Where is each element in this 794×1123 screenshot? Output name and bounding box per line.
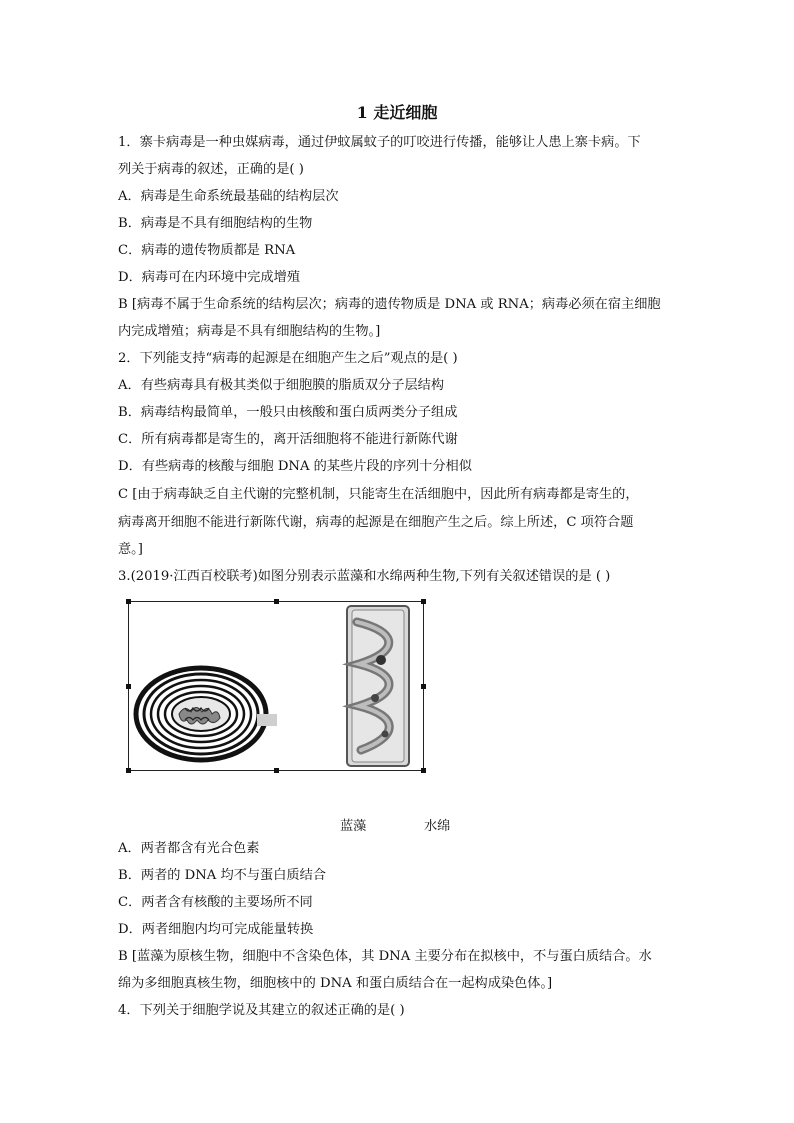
q2-option-c: C．所有病毒都是寄生的，离开活细胞将不能进行新陈代谢 <box>118 432 458 447</box>
resize-handle[interactable] <box>421 768 426 773</box>
cell-illustration <box>129 602 425 772</box>
figure-frame[interactable] <box>128 601 424 771</box>
q3-option-d: D．两者细胞内均可完成能量转换 <box>118 922 314 937</box>
q1-option-a: A．病毒是生命系统最基础的结构层次 <box>118 189 339 204</box>
q1-answer-line1: B [病毒不属于生命系统的结构层次；病毒的遗传物质是 DNA 或 RNA；病毒必须在宿主细胞 <box>118 297 661 312</box>
cyanobacteria-drawing <box>136 668 266 760</box>
q1-option-b: B．病毒是不具有细胞结构的生物 <box>118 216 313 231</box>
page-title: 1 走近细胞 <box>356 103 438 122</box>
q1-option-c: C．病毒的遗传物质都是 RNA <box>118 243 296 258</box>
resize-handle[interactable] <box>421 599 426 604</box>
q2-option-d: D．有些病毒的核酸与细胞 DNA 的某些片段的序列十分相似 <box>118 459 472 474</box>
q1-option-d: D．病毒可在内环境中完成增殖 <box>118 270 301 285</box>
resize-handle[interactable] <box>126 599 131 604</box>
resize-handle[interactable] <box>274 768 279 773</box>
q1-answer-line2: 内完成增殖；病毒是不具有细胞结构的生物。] <box>118 324 381 339</box>
q3-answer-line1: B [蓝藻为原核生物，细胞中不含染色体，其 DNA 主要分布在拟核中，不与蛋白质结合。水 <box>118 949 652 964</box>
q1-stem-line1: 1．寨卡病毒是一种虫媒病毒，通过伊蚊属蚊子的叮咬进行传播，能够让人患上寨卡病。下 <box>118 135 641 150</box>
q4-stem: 4．下列关于细胞学说及其建立的叙述正确的是( ) <box>118 1003 405 1018</box>
q3-option-c: C．两者含有核酸的主要场所不同 <box>118 895 313 910</box>
spirogyra-drawing <box>347 606 409 766</box>
q2-answer-line2: 病毒离开细胞不能进行新陈代谢，病毒的起源是在细胞产生之后。综上所述，C 项符合题 <box>118 515 634 530</box>
q2-option-a: A．有些病毒具有极其类似于细胞膜的脂质双分子层结构 <box>118 378 445 393</box>
q3-option-b: B．两者的 DNA 均不与蛋白质结合 <box>118 868 326 883</box>
figure-caption-left: 蓝藻 <box>340 819 367 834</box>
q2-answer-line1: C [由于病毒缺乏自主代谢的完整机制，只能寄生在活细胞中，因此所有病毒都是寄生的， <box>118 487 639 502</box>
resize-handle[interactable] <box>274 599 279 604</box>
resize-handle[interactable] <box>126 768 131 773</box>
figure-caption-right: 水绵 <box>424 819 451 834</box>
blurred-label <box>257 714 277 726</box>
resize-handle[interactable] <box>126 684 131 689</box>
resize-handle[interactable] <box>421 684 426 689</box>
q2-answer-line3: 意。] <box>118 542 143 557</box>
q3-option-a: A．两者都含有光合色素 <box>118 841 260 856</box>
q1-stem-line2: 列关于病毒的叙述，正确的是( ) <box>118 162 304 177</box>
q3-answer-line2: 绵为多细胞真核生物，细胞核中的 DNA 和蛋白质结合在一起构成染色体。] <box>118 976 553 991</box>
q3-stem: 3.(2019·江西百校联考)如图分别表示蓝藻和水绵两种生物,下列有关叙述错误的是 ( ) <box>118 569 611 584</box>
q2-stem: 2．下列能支持“病毒的起源是在细胞产生之后”观点的是( ) <box>118 351 458 366</box>
q2-option-b: B．病毒结构最简单，一般只由核酸和蛋白质两类分子组成 <box>118 405 458 420</box>
